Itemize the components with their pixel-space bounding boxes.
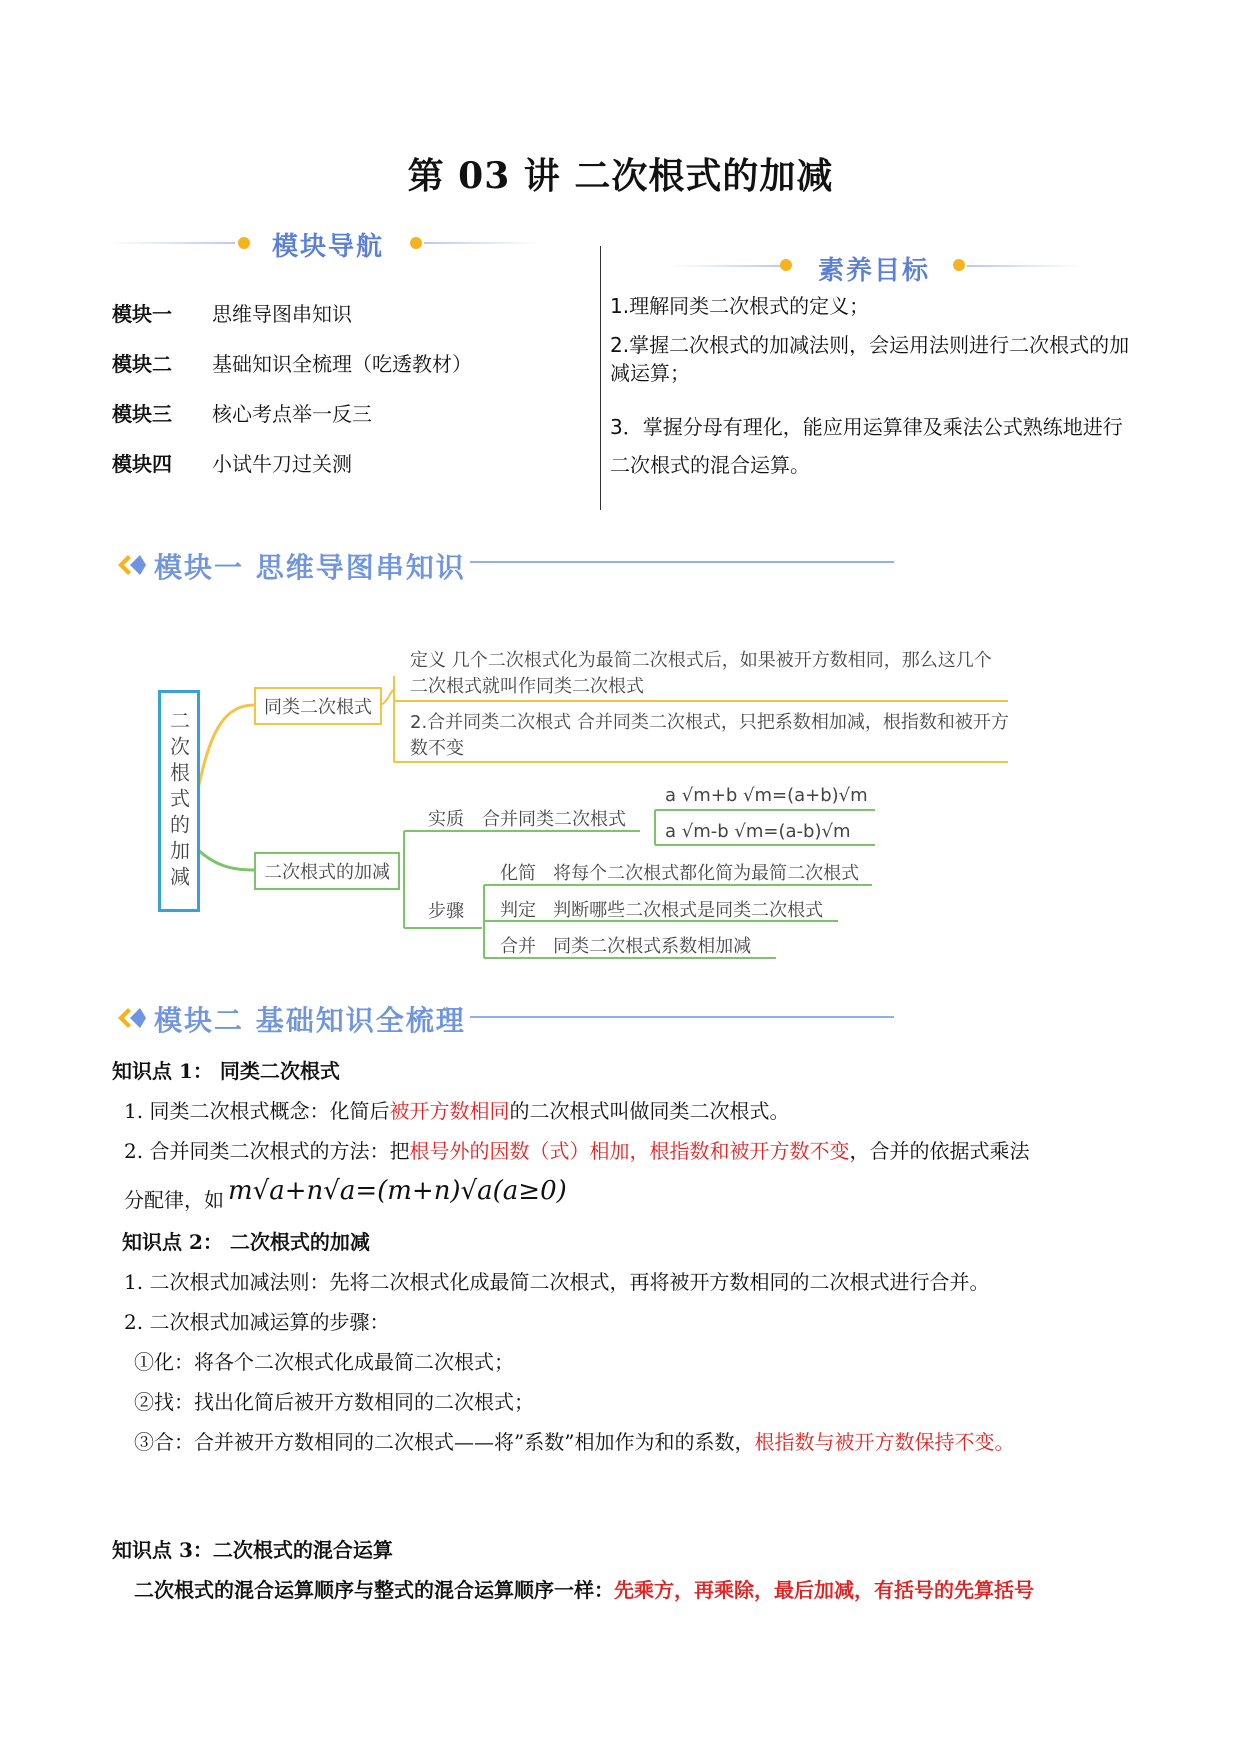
nav-header: 模块导航	[272, 232, 385, 262]
goals-header: 素养目标	[818, 256, 931, 286]
mindmap-branch-add-subtract: 二次根式的加减	[254, 852, 400, 890]
section2-chevron-icon	[116, 1005, 148, 1035]
highlight: 先乘方，再乘除，最后加减，有括号的先算括号	[614, 1578, 1034, 1602]
highlight: 被开方数相同	[389, 1099, 510, 1123]
mindmap-step-1	[500, 859, 859, 885]
mindmap-definition: 定义 几个二次根式化为最简二次根式后，如果被开方数相同，那么这几个二次根式就叫作同类二次根式	[410, 650, 992, 697]
nav-item-key: 模块二	[112, 352, 172, 376]
mindmap-step-2	[500, 896, 823, 922]
highlight: 根指数与被开方数保持不变。	[754, 1430, 1015, 1454]
goal-2: 2.掌握二次根式的加减法则，会运用法则进行二次根式的加减运算；	[610, 333, 1130, 385]
page-title: 第 03 讲 二次根式的加减	[407, 155, 834, 197]
mindmap-step-key: 化简	[500, 863, 536, 884]
kp1-title: 知识点 1： 同类二次根式	[112, 1059, 340, 1083]
text: 的二次根式叫做同类二次根式。	[509, 1099, 790, 1123]
mindmap-branch-same-radicals: 同类二次根式	[254, 687, 382, 725]
nav-item-key: 模块一	[112, 302, 172, 326]
kp2-step-2: ②找：找出化简后被开方数相同的二次根式；	[134, 1390, 534, 1414]
nav-item-label: 核心考点举一反三	[212, 402, 372, 426]
kp2-step-1: ①化：将各个二次根式化成最简二次根式；	[134, 1350, 514, 1374]
kp1-paragraph-2	[124, 1135, 1029, 1164]
nav-item-key: 模块三	[112, 402, 172, 426]
mindmap-essence-text: 合并同类二次根式	[482, 809, 626, 830]
mindmap-root	[158, 690, 200, 912]
highlight: 根号外的因数（式）相加，根指数和被开方数不变	[409, 1139, 850, 1163]
mindmap-steps-label: 步骤	[428, 901, 464, 922]
kp2-title: 知识点 2： 二次根式的加减	[122, 1230, 370, 1254]
goal-3: 3．掌握分母有理化，能应用运算律及乘法公式熟练地进行二次根式的混合运算。	[610, 415, 1123, 477]
kp1-paragraph-2-cont	[124, 1176, 567, 1214]
section2-underline	[470, 1016, 894, 1018]
mindmap-step-value: 判断哪些二次根式是同类二次根式	[553, 900, 824, 921]
section1-header: 模块一 思维导图串知识	[154, 551, 466, 584]
mindmap-merge-rule: 2.合并同类二次根式 合并同类二次根式，只把系数相加减，根指数和被开方数不变	[410, 712, 1009, 759]
mindmap-formula-add: a √m+b √m=(a+b)√m	[665, 785, 868, 806]
nav-item-label: 小试牛刀过关测	[212, 452, 352, 476]
goal-1: 1.理解同类二次根式的定义；	[610, 294, 870, 318]
text: ，合并的依据式乘法	[849, 1139, 1030, 1163]
nav-item-key: 模块四	[112, 452, 172, 476]
text: 1. 同类二次根式概念：化简后	[124, 1099, 390, 1123]
kp2-paragraph-1: 1. 二次根式加减法则：先将二次根式化成最简二次根式，再将被开方数相同的二次根式进行合并。	[124, 1270, 990, 1294]
mindmap-step-3	[500, 932, 751, 958]
section2-header: 模块二 基础知识全梳理	[154, 1004, 466, 1037]
nav-item-label: 思维导图串知识	[212, 302, 352, 326]
mindmap-step-key: 判定	[500, 900, 536, 921]
text: 二次根式的混合运算顺序与整式的混合运算顺序一样：	[134, 1578, 614, 1602]
mindmap-root-label: 二次根式的加减	[166, 710, 191, 892]
mindmap-essence-label: 实质	[428, 809, 464, 830]
mindmap-step-value: 将每个二次根式都化简为最简二次根式	[553, 863, 860, 884]
text: 分配律，如	[124, 1188, 224, 1212]
text: 2. 合并同类二次根式的方法：把	[124, 1139, 410, 1163]
kp3-paragraph-1	[134, 1574, 1034, 1603]
kp2-paragraph-2: 2. 二次根式加减运算的步骤：	[124, 1310, 390, 1334]
kp1-formula: m√a+n√a=(m+n)√a(a≥0)	[228, 1176, 567, 1206]
mindmap-step-value: 同类二次根式系数相加减	[553, 936, 752, 957]
kp1-paragraph-1	[124, 1095, 789, 1124]
nav-item-label: 基础知识全梳理（吃透教材）	[212, 352, 472, 376]
kp2-step-3	[134, 1426, 1014, 1455]
mindmap-step-key: 合并	[500, 936, 536, 957]
mindmap-formula-subtract: a √m-b √m=(a-b)√m	[665, 821, 851, 842]
kp3-title: 知识点 3：二次根式的混合运算	[112, 1538, 393, 1562]
text: ③合：合并被开方数相同的二次根式——将”系数”相加作为和的系数，	[134, 1430, 755, 1454]
